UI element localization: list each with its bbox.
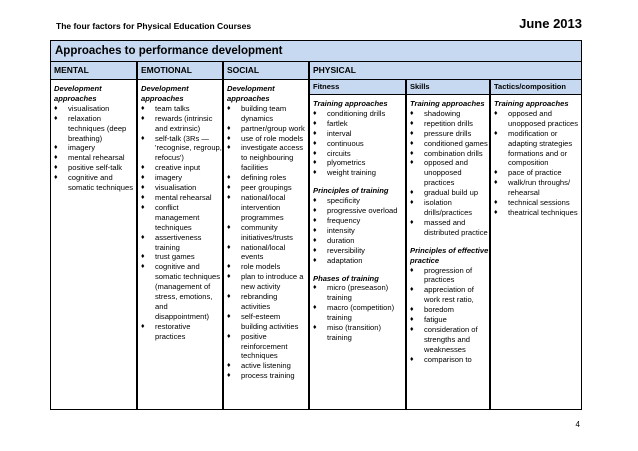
diamond-bullet-icon: ♦ [410, 139, 414, 147]
list-item [313, 283, 406, 303]
list-item-text: repetition drills [424, 118, 473, 128]
social-content [227, 84, 308, 381]
list-item-text: national/local intervention programmes [241, 192, 286, 222]
diamond-bullet-icon: ♦ [313, 236, 317, 244]
list-item [410, 198, 490, 218]
column-header-social: SOCIAL [223, 62, 309, 80]
diamond-bullet-icon: ♦ [410, 199, 414, 207]
list-item [410, 139, 490, 149]
list-item-text: rebranding activities [241, 292, 278, 311]
diamond-bullet-icon: ♦ [313, 169, 317, 177]
diamond-bullet-icon: ♦ [141, 114, 145, 122]
diamond-bullet-icon: ♦ [313, 246, 317, 254]
diamond-bullet-icon: ♦ [141, 203, 145, 211]
list-item [54, 173, 136, 193]
column-header-physical: PHYSICAL [309, 62, 582, 80]
diamond-bullet-icon: ♦ [54, 174, 58, 182]
list-item [410, 285, 490, 305]
diamond-bullet-icon: ♦ [227, 372, 231, 380]
list-item [227, 143, 308, 173]
list-item-text: fatigue [424, 315, 447, 325]
list-item-text: consideration of strengths and weaknesses [424, 324, 478, 354]
skills-section [410, 99, 490, 238]
list-item-text: opposed and unopposed practices [508, 108, 579, 128]
diamond-bullet-icon: ♦ [141, 253, 145, 261]
list-item [410, 109, 490, 119]
list-item [494, 109, 582, 129]
list-item-text: relaxation techniques (deep breathing) [68, 113, 127, 143]
diamond-bullet-icon: ♦ [227, 332, 231, 340]
list-item-text: shadowing [424, 108, 461, 118]
list-item [313, 226, 406, 236]
diamond-bullet-icon: ♦ [54, 144, 58, 152]
list-item [410, 158, 490, 188]
diamond-bullet-icon: ♦ [410, 316, 414, 324]
list-item [141, 203, 222, 233]
diamond-bullet-icon: ♦ [410, 218, 414, 226]
list-item-text: progression of practices [424, 265, 473, 285]
section-heading: Principles of training [313, 186, 389, 196]
diamond-bullet-icon: ♦ [410, 149, 414, 157]
skills-column [406, 95, 490, 410]
list-item-text: creative input [155, 163, 201, 173]
list-item-text: community initiatives/trusts [241, 222, 293, 242]
list-item-text: reversibility [327, 245, 365, 255]
diamond-bullet-icon: ♦ [494, 179, 498, 187]
list-item [410, 188, 490, 198]
list-item [410, 149, 490, 159]
list-item [494, 168, 582, 178]
section-heading: Training approaches [313, 99, 388, 108]
list-item-text: micro (preseason) training [327, 283, 389, 303]
section-heading: Development approaches [54, 84, 102, 103]
diamond-bullet-icon: ♦ [141, 174, 145, 182]
diamond-bullet-icon: ♦ [227, 243, 231, 251]
diamond-bullet-icon: ♦ [141, 184, 145, 192]
diamond-bullet-icon: ♦ [227, 312, 231, 320]
list-item-text: plan to introduce a new activity [241, 272, 304, 292]
list-item [54, 163, 136, 173]
list-item [313, 216, 406, 226]
subcolumn-header-fitness: Fitness [309, 80, 406, 95]
diamond-bullet-icon: ♦ [227, 273, 231, 281]
list-item-text: appreciation of work rest ratio, [424, 285, 474, 305]
list-item-text: active listening [241, 361, 291, 371]
diamond-bullet-icon: ♦ [494, 109, 498, 117]
list-item [227, 312, 308, 332]
diamond-bullet-icon: ♦ [227, 193, 231, 201]
section-heading: Phases of training [313, 273, 379, 283]
tactics-content [494, 99, 582, 218]
table-title: Approaches to performance development [55, 45, 283, 57]
list-item [227, 134, 308, 144]
diamond-bullet-icon: ♦ [54, 104, 58, 112]
list-item [227, 262, 308, 272]
list-item [141, 173, 222, 183]
diamond-bullet-icon: ♦ [313, 139, 317, 147]
list-item [227, 183, 308, 193]
diamond-bullet-icon: ♦ [410, 159, 414, 167]
list-item-text: self-esteem building activities [241, 311, 299, 331]
list-item-text: rewards (intrinsic and extrinsic) [155, 113, 213, 133]
tactics-column [490, 95, 582, 410]
list-item [141, 322, 222, 342]
diamond-bullet-icon: ♦ [227, 134, 231, 142]
diamond-bullet-icon: ♦ [54, 114, 58, 122]
list-item-text: interval [327, 128, 352, 138]
fitness-column [309, 95, 406, 410]
list-item-text: pace of practice [508, 168, 562, 178]
list-item [313, 246, 406, 256]
list-item-text: imagery [155, 173, 183, 183]
diamond-bullet-icon: ♦ [141, 322, 145, 330]
list-item-text: adaptation [327, 255, 363, 265]
list-item-text: isolation drills/practices [424, 198, 473, 217]
diamond-bullet-icon: ♦ [227, 184, 231, 192]
list-item-text: assertiveness training [155, 232, 202, 252]
list-item-text: mental rehearsal [155, 192, 212, 202]
list-item [494, 208, 582, 218]
diamond-bullet-icon: ♦ [227, 293, 231, 301]
diamond-bullet-icon: ♦ [54, 164, 58, 172]
list-item-text: technical sessions [508, 198, 570, 208]
list-item [313, 168, 406, 178]
list-item [227, 223, 308, 243]
list-item-text: trust games [155, 252, 195, 262]
list-item [54, 143, 136, 153]
document-title: The four factors for Physical Education Courses [56, 21, 252, 31]
list-item [227, 292, 308, 312]
document-date: June 2013 [519, 16, 582, 31]
list-item-text: theatrical techniques [508, 207, 578, 217]
social-list [227, 104, 308, 381]
fitness-list [313, 109, 406, 178]
list-item [141, 262, 222, 321]
diamond-bullet-icon: ♦ [410, 286, 414, 294]
diamond-bullet-icon: ♦ [227, 223, 231, 231]
list-item-text: comparison to [424, 354, 472, 364]
diamond-bullet-icon: ♦ [410, 355, 414, 363]
list-item [313, 196, 406, 206]
list-item [494, 178, 582, 198]
list-item-text: specificity [327, 196, 360, 206]
diamond-bullet-icon: ♦ [410, 266, 414, 274]
diamond-bullet-icon: ♦ [494, 199, 498, 207]
list-item-text: conditioned games [424, 138, 488, 148]
list-item [227, 193, 308, 223]
list-item [410, 119, 490, 129]
list-item [227, 332, 308, 362]
list-item-text: continuous [327, 138, 364, 148]
list-item [141, 114, 222, 134]
list-item-text: cognitive and somatic techniques (management of stress, emotions, and disappointment) [155, 262, 221, 321]
list-item [494, 129, 582, 169]
diamond-bullet-icon: ♦ [313, 159, 317, 167]
diamond-bullet-icon: ♦ [313, 207, 317, 215]
list-item [141, 104, 222, 114]
list-item-text: boredom [424, 305, 454, 315]
list-item [313, 139, 406, 149]
diamond-bullet-icon: ♦ [313, 284, 317, 292]
list-item [313, 206, 406, 216]
section-heading: Development approaches [227, 84, 275, 103]
list-item [313, 323, 406, 343]
list-item-text: process training [241, 371, 295, 381]
list-item-text: visualisation [155, 183, 197, 193]
section-heading: Training approaches [410, 99, 485, 108]
fitness-section [313, 186, 406, 265]
diamond-bullet-icon: ♦ [313, 304, 317, 312]
diamond-bullet-icon: ♦ [313, 324, 317, 332]
list-item-text: use of role models [241, 133, 304, 143]
skills-content [410, 99, 490, 365]
diamond-bullet-icon: ♦ [410, 325, 414, 333]
diamond-bullet-icon: ♦ [313, 129, 317, 137]
list-item-text: macro (competition) training [327, 303, 395, 323]
section-heading: Principles of effective practice [410, 245, 489, 265]
list-item-text: opposed and unopposed practices [424, 158, 468, 188]
list-item-text: miso (transition) training [327, 323, 382, 342]
diamond-bullet-icon: ♦ [494, 208, 498, 216]
skills-list [410, 109, 490, 238]
list-item-text: positive reinforcement techniques [241, 331, 288, 361]
fitness-content [313, 99, 406, 343]
list-item [410, 266, 490, 286]
list-item-text: positive self-talk [68, 163, 123, 173]
fitness-section [313, 274, 406, 343]
diamond-bullet-icon: ♦ [410, 109, 414, 117]
diamond-bullet-icon: ♦ [494, 169, 498, 177]
list-item-text: circuits [327, 148, 351, 158]
list-item [141, 252, 222, 262]
list-item-text: conflict management techniques [155, 202, 200, 232]
diamond-bullet-icon: ♦ [313, 226, 317, 234]
diamond-bullet-icon: ♦ [410, 119, 414, 127]
mental-content [54, 84, 136, 193]
diamond-bullet-icon: ♦ [227, 144, 231, 152]
list-item-text: partner/group work [241, 123, 305, 133]
list-item-text: duration [327, 235, 355, 245]
column-header-mental: MENTAL [50, 62, 137, 80]
diamond-bullet-icon: ♦ [54, 154, 58, 162]
mental-list [54, 104, 136, 193]
section-heading: Development approaches [141, 84, 189, 103]
diamond-bullet-icon: ♦ [410, 306, 414, 314]
list-item [410, 129, 490, 139]
list-item-text: walk/run throughs/ rehearsal [508, 178, 571, 198]
list-item [313, 149, 406, 159]
list-item-text: combination drills [424, 148, 483, 158]
list-item-text: self-talk (3Rs — 'recognise, regroup, refocus') [155, 133, 222, 163]
list-item-text: building team dynamics [241, 103, 287, 123]
diamond-bullet-icon: ♦ [313, 256, 317, 264]
list-item [313, 236, 406, 246]
diamond-bullet-icon: ♦ [141, 263, 145, 271]
diamond-bullet-icon: ♦ [141, 104, 145, 112]
diamond-bullet-icon: ♦ [227, 104, 231, 112]
diamond-bullet-icon: ♦ [227, 174, 231, 182]
list-item [313, 129, 406, 139]
list-item-text: progressive overload [327, 206, 398, 216]
diamond-bullet-icon: ♦ [141, 233, 145, 241]
list-item-text: defining roles [241, 173, 287, 183]
diamond-bullet-icon: ♦ [410, 189, 414, 197]
list-item-text: plyometrics [327, 158, 366, 168]
list-item [54, 153, 136, 163]
emotional-content [141, 84, 222, 342]
diamond-bullet-icon: ♦ [313, 149, 317, 157]
list-item-text: investigate access to neighbouring facilities [241, 143, 304, 173]
list-item-text: restorative practices [155, 321, 191, 341]
mental-column [50, 80, 137, 410]
list-item-text: gradual build up [424, 188, 479, 198]
diamond-bullet-icon: ♦ [141, 193, 145, 201]
list-item-text: pressure drills [424, 128, 472, 138]
list-item [54, 114, 136, 144]
subcolumn-header-skills: Skills [406, 80, 490, 95]
tactics-section [494, 99, 582, 218]
list-item-text: peer groupings [241, 183, 292, 193]
tactics-list [494, 109, 582, 218]
skills-section [410, 246, 490, 365]
list-item [227, 371, 308, 381]
list-item [141, 183, 222, 193]
diamond-bullet-icon: ♦ [141, 164, 145, 172]
list-item [54, 104, 136, 114]
section-heading: Training approaches [494, 99, 569, 108]
diamond-bullet-icon: ♦ [141, 134, 145, 142]
diamond-bullet-icon: ♦ [313, 119, 317, 127]
list-item-text: modification or adapting strategies formations and or composition [508, 128, 573, 168]
list-item [494, 198, 582, 208]
social-column [223, 80, 309, 410]
list-item [227, 104, 308, 124]
list-item [141, 163, 222, 173]
fitness-list [313, 196, 406, 265]
diamond-bullet-icon: ♦ [494, 129, 498, 137]
list-item [410, 355, 490, 365]
list-item-text: intensity [327, 225, 355, 235]
list-item-text: massed and distributed practice [424, 217, 488, 237]
diamond-bullet-icon: ♦ [227, 263, 231, 271]
diamond-bullet-icon: ♦ [313, 197, 317, 205]
list-item [410, 305, 490, 315]
list-item [227, 243, 308, 263]
list-item-text: fartlek [327, 118, 348, 128]
table-title-row [50, 40, 582, 62]
fitness-list [313, 283, 406, 342]
list-item-text: national/local events [241, 242, 286, 262]
list-item [313, 303, 406, 323]
list-item [141, 193, 222, 203]
list-item-text: visualisation [68, 103, 110, 113]
list-item [313, 109, 406, 119]
column-header-emotional: EMOTIONAL [137, 62, 223, 80]
list-item-text: weight training [327, 168, 376, 178]
diamond-bullet-icon: ♦ [410, 129, 414, 137]
diamond-bullet-icon: ♦ [313, 216, 317, 224]
page-number: 4 [575, 420, 580, 429]
list-item [227, 361, 308, 371]
subcolumn-header-tactics: Tactics/composition [490, 80, 582, 95]
list-item [410, 315, 490, 325]
list-item [227, 124, 308, 134]
list-item-text: role models [241, 262, 281, 272]
list-item [313, 256, 406, 266]
list-item-text: imagery [68, 143, 96, 153]
list-item-text: team talks [155, 103, 190, 113]
diamond-bullet-icon: ♦ [227, 362, 231, 370]
list-item-text: conditioning drills [327, 108, 386, 118]
list-item [227, 272, 308, 292]
emotional-list [141, 104, 222, 342]
list-item-text: frequency [327, 215, 361, 225]
list-item [141, 233, 222, 253]
emotional-column [137, 80, 223, 410]
list-item [227, 173, 308, 183]
skills-list [410, 266, 490, 365]
diamond-bullet-icon: ♦ [227, 124, 231, 132]
fitness-section [313, 99, 406, 178]
list-item [313, 119, 406, 129]
diamond-bullet-icon: ♦ [313, 109, 317, 117]
list-item [313, 158, 406, 168]
list-item [410, 218, 490, 238]
list-item-text: mental rehearsal [68, 153, 125, 163]
list-item [410, 325, 490, 355]
list-item [141, 134, 222, 164]
list-item-text: cognitive and somatic techniques [68, 173, 134, 193]
